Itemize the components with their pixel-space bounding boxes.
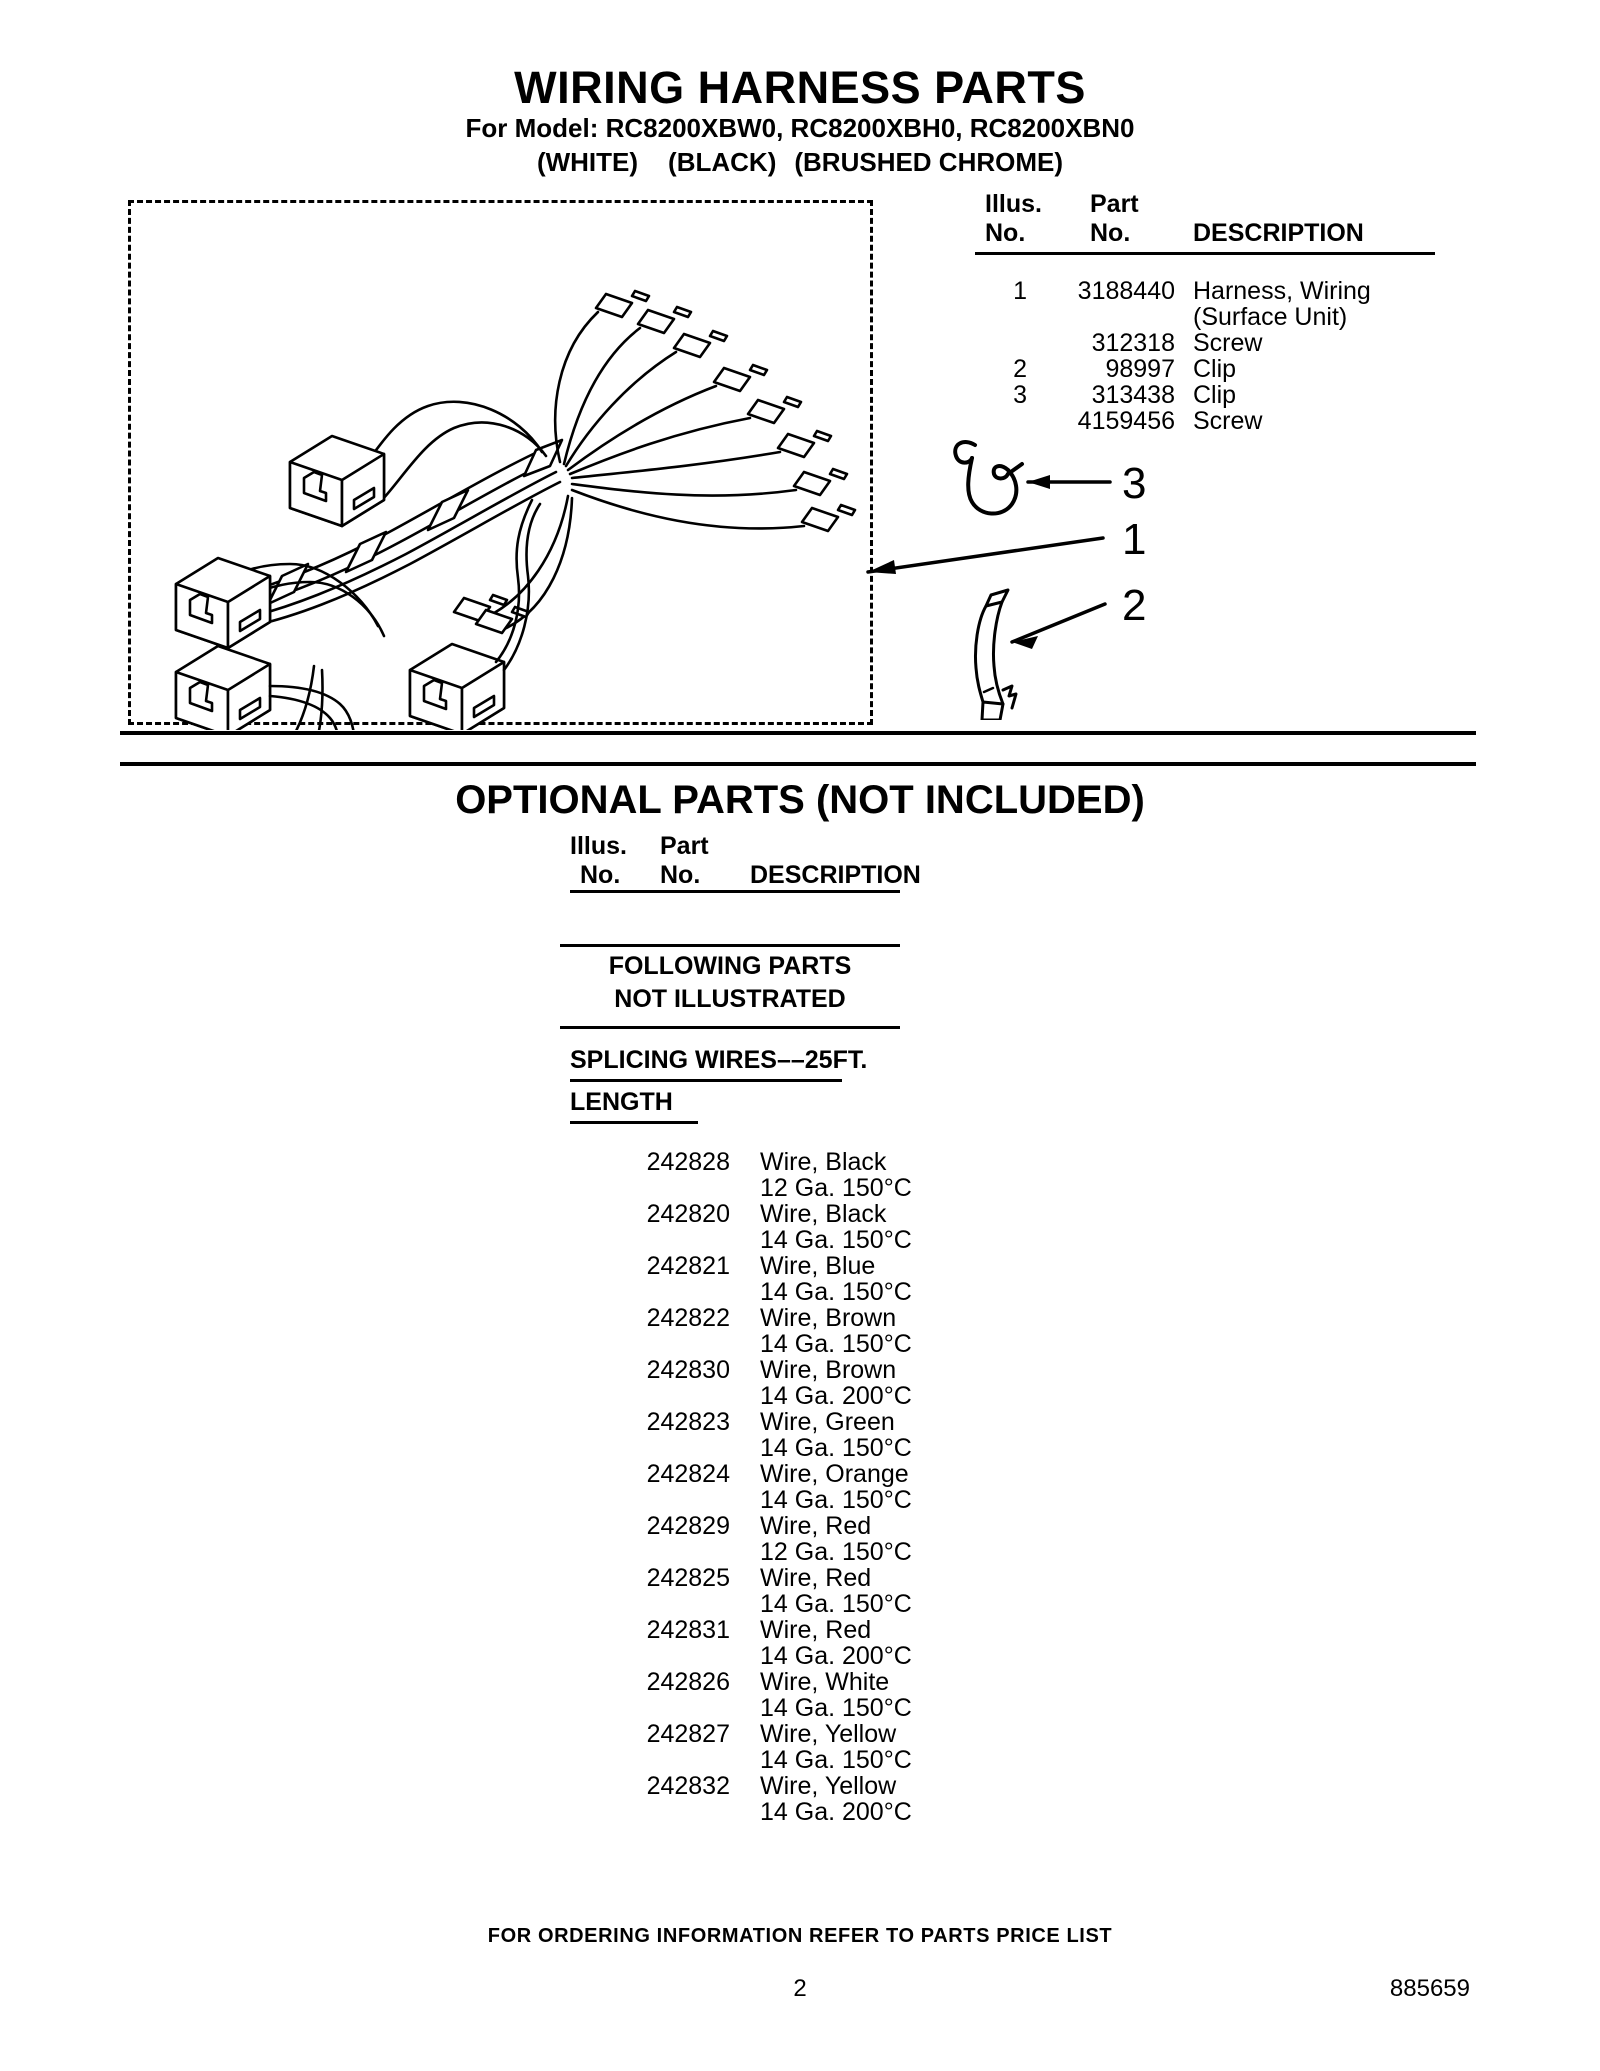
wire-name: Wire, Black (760, 1148, 887, 1176)
wire-spec: 14 Ga. 200°C (760, 1642, 912, 1670)
list-item (570, 1512, 1030, 1564)
wire-name: Wire, Green (760, 1408, 895, 1436)
section-divider-top (120, 731, 1476, 735)
wire-spec: 14 Ga. 150°C (760, 1330, 912, 1358)
parts-table-header (975, 190, 1445, 248)
wire-part-no: 242824 (646, 1460, 730, 1488)
wire-name: Wire, Yellow (760, 1720, 897, 1748)
finish-line (0, 147, 1600, 178)
header-description: DESCRIPTION (750, 861, 921, 889)
arrow-1 (868, 538, 1103, 572)
list-item (570, 1252, 1030, 1304)
header-illus-top: Illus. (570, 832, 627, 860)
row-part-no: 3188440 (1077, 277, 1175, 305)
wire-spec: 14 Ga. 150°C (760, 1278, 912, 1306)
wire-part-no: 242828 (646, 1148, 730, 1176)
wire-part-no: 242830 (646, 1356, 730, 1384)
callout-label-3: 3 (1122, 459, 1147, 508)
row-description: Screw (1193, 407, 1263, 435)
table-row-continuation (975, 303, 1445, 329)
arrow-2 (1012, 604, 1105, 642)
header-description: DESCRIPTION (1193, 219, 1364, 247)
finish-chrome: (BRUSHED CHROME) (794, 147, 1064, 177)
list-item (570, 1460, 1030, 1512)
wire-name: Wire, Brown (760, 1356, 897, 1384)
wire-name: Wire, Red (760, 1616, 872, 1644)
wire-part-no: 242832 (646, 1772, 730, 1800)
list-item (570, 1200, 1030, 1252)
list-item (570, 1564, 1030, 1616)
list-item (570, 1616, 1030, 1668)
wire-name: Wire, Blue (760, 1252, 876, 1280)
row-description-line2: (Surface Unit) (1193, 303, 1348, 331)
splicing-wires-heading: SPLICING WIRES––25FT. (570, 1046, 868, 1074)
wire-spec: 14 Ga. 150°C (760, 1694, 912, 1722)
wire-name: Wire, Orange (760, 1460, 909, 1488)
header-illus-no: No. (580, 861, 621, 889)
parts-table (975, 190, 1445, 433)
wire-part-no: 242820 (646, 1200, 730, 1228)
wire-spec: 14 Ga. 150°C (760, 1434, 912, 1462)
wire-part-no: 242829 (646, 1512, 730, 1540)
row-illus-no: 1 (1013, 277, 1027, 305)
document-number: 885659 (1389, 1975, 1470, 2002)
not-illustrated-note (560, 950, 900, 1016)
list-item (570, 1772, 1030, 1824)
wire-spec: 14 Ga. 200°C (760, 1382, 912, 1410)
list-item (570, 1356, 1030, 1408)
wire-part-no: 242825 (646, 1564, 730, 1592)
list-item (570, 1668, 1030, 1720)
wire-part-no: 242831 (646, 1616, 730, 1644)
row-part-no: 98997 (1105, 355, 1175, 383)
wire-spec: 14 Ga. 200°C (760, 1798, 912, 1826)
not-illustrated-rule-bottom (560, 1026, 900, 1029)
optional-header-rule (570, 890, 900, 893)
wire-name: Wire, Black (760, 1200, 887, 1228)
optional-parts-title: OPTIONAL PARTS (NOT INCLUDED) (455, 778, 1145, 822)
table-row (975, 277, 1445, 303)
wire-part-no: 242826 (646, 1668, 730, 1696)
parts-table-rule (975, 252, 1435, 255)
model-line: For Model: RC8200XBW0, RC8200XBH0, RC8200XBN0 (465, 113, 1135, 143)
header-part-top: Part (660, 832, 709, 860)
wire-part-no: 242821 (646, 1252, 730, 1280)
row-illus-no: 2 (1013, 355, 1027, 383)
callout-group (860, 420, 1200, 720)
wire-name: Wire, Brown (760, 1304, 897, 1332)
list-item (570, 1720, 1030, 1772)
row-part-no: 4159456 (1077, 407, 1175, 435)
table-row (975, 329, 1445, 355)
callout-label-2: 2 (1122, 581, 1147, 630)
header-illus-no: No. (985, 219, 1026, 247)
list-item (570, 1148, 1030, 1200)
wire-spec: 14 Ga. 150°C (760, 1226, 912, 1254)
wire-spec: 12 Ga. 150°C (760, 1174, 912, 1202)
callout-label-1: 1 (1122, 515, 1147, 564)
wire-part-no: 242827 (646, 1720, 730, 1748)
wire-spec: 12 Ga. 150°C (760, 1538, 912, 1566)
list-item (570, 1304, 1030, 1356)
row-description: Clip (1193, 381, 1237, 409)
page-number: 2 (793, 1975, 807, 2002)
page-title: WIRING HARNESS PARTS (514, 62, 1086, 113)
header-illus-top: Illus. (985, 190, 1042, 218)
table-row (975, 381, 1445, 407)
optional-parts-table (570, 832, 1000, 1116)
row-description: Harness, Wiring (1193, 277, 1371, 305)
splicing-wires-underline (570, 1079, 842, 1082)
row-part-no: 313438 (1091, 381, 1175, 409)
not-illustrated-line2: NOT ILLUSTRATED (614, 985, 846, 1013)
wire-name: Wire, Red (760, 1564, 872, 1592)
wire-spec: 14 Ga. 150°C (760, 1590, 912, 1618)
header-part-top: Part (1090, 190, 1139, 218)
section-divider-bottom (120, 762, 1476, 766)
header-part-no: No. (1090, 219, 1131, 247)
wiring-harness-illustration (128, 200, 888, 730)
not-illustrated-rule-top (560, 944, 900, 947)
wire-part-no: 242823 (646, 1408, 730, 1436)
finish-black: (BLACK) (668, 147, 777, 177)
table-row (975, 355, 1445, 381)
row-description: Screw (1193, 329, 1263, 357)
wire-spec: 14 Ga. 150°C (760, 1486, 912, 1514)
row-illus-no: 3 (1013, 381, 1027, 409)
row-description: Clip (1193, 355, 1237, 383)
wire-name: Wire, Yellow (760, 1772, 897, 1800)
header-part-no: No. (660, 861, 701, 889)
splicing-length-underline (570, 1121, 698, 1124)
wire-list (570, 1148, 1030, 1824)
optional-table-header (570, 832, 1000, 890)
finish-white: (WHITE) (536, 147, 639, 177)
wire-name: Wire, Red (760, 1512, 872, 1540)
ordering-information-note: FOR ORDERING INFORMATION REFER TO PARTS PRICE LIST (487, 1925, 1113, 1947)
list-item (570, 1408, 1030, 1460)
clip-2-body (975, 606, 986, 702)
row-part-no: 312318 (1091, 329, 1175, 357)
wire-name: Wire, White (760, 1668, 890, 1696)
wire-spec: 14 Ga. 150°C (760, 1746, 912, 1774)
not-illustrated-line1: FOLLOWING PARTS (608, 952, 852, 980)
splicing-length-heading: LENGTH (570, 1088, 673, 1116)
wire-part-no: 242822 (646, 1304, 730, 1332)
